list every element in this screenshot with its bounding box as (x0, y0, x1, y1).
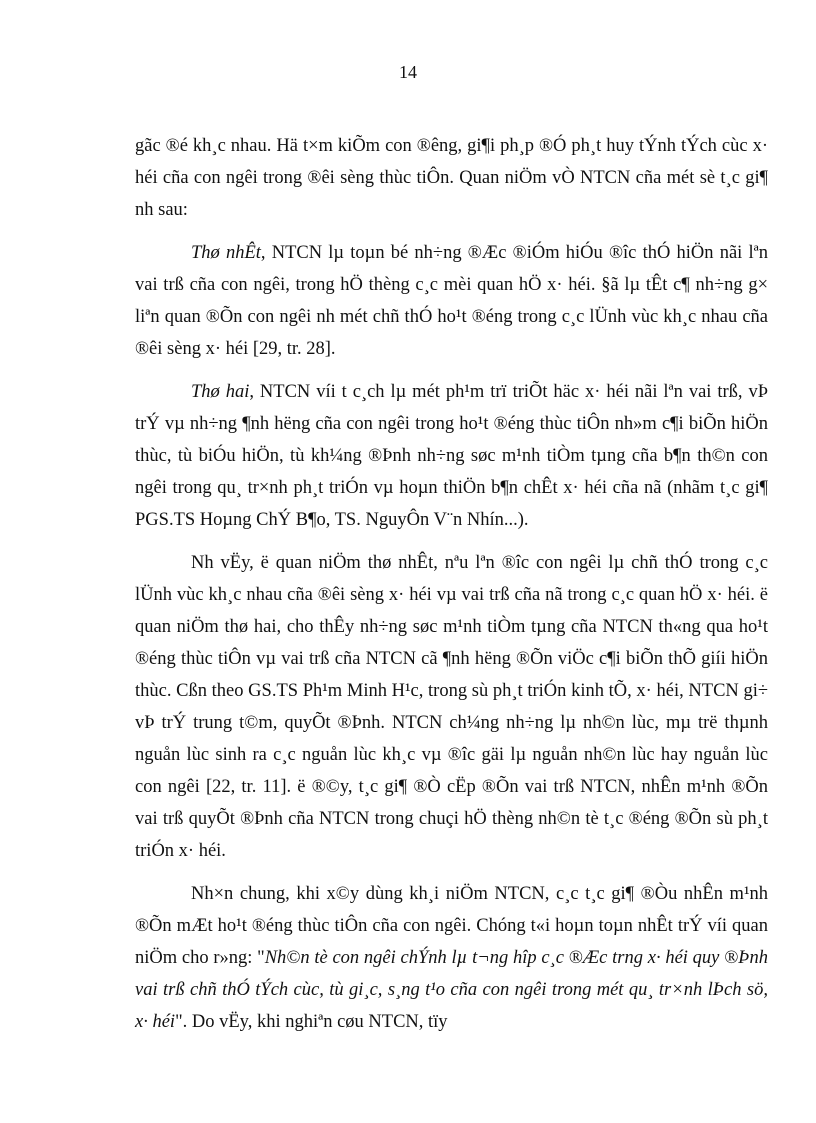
paragraph-4 (135, 547, 768, 867)
paragraph-3 (135, 376, 768, 536)
paragraph-2 (135, 237, 768, 365)
paragraph-5-quote: Nh©n tè con ngêi chÝnh lµ t¬ng hîp c¸c ®Æc trng x· héi quy ®Þnh vai trß chñ thÓ tÝch cùc, tù gi¸c, s¸ng t¹o cña con ngêi trong mét qu¸ tr×nh lÞch sö, x· héi (135, 948, 768, 1032)
body-text (135, 130, 768, 1049)
paragraph-5-text: Nh×n chung, khi x©y dùng kh¸i niÖm NTCN, c¸c t¸c gi¶ ®Òu nhÊn m¹nh ®Õn mÆt ho¹t ®éng thùc tiÔn cña con ngêi. Chóng t«i hoµn toµn nhÊt trÝ víi quan niÖm cho r»ng: " (135, 884, 768, 968)
paragraph-1-text: gãc ®é kh¸c nhau. Hä t×m kiÕm con ®êng, gi¶i ph¸p ®Ó ph¸t huy tÝnh tÝch cùc x· héi cña con ngêi trong ®êi sèng thùc tiÔn. Quan niÖm vÒ NTCN cña mét sè t¸c gi¶ nh sau: (135, 136, 768, 220)
page-number: 14 (399, 62, 417, 82)
paragraph-5-tail: ". Do vËy, khi nghiªn cøu NTCN, tïy (175, 1012, 448, 1032)
paragraph-1 (135, 130, 768, 226)
paragraph-2-text: , NTCN lµ toµn bé nh÷ng ®Æc ®iÓm hiÓu ®îc thÓ hiÖn nãi lªn vai trß cña con ngêi, trong hÖ thèng c¸c mèi quan hÖ x· héi. §ã lµ tÊt c¶ nh÷ng g× liªn quan ®Õn con ngêi nh mét chñ thÓ ho¹t ®éng trong c¸c lÜnh vùc kh¸c nhau cña ®êi sèng x· héi [29, tr. 28]. (135, 243, 768, 359)
paragraph-4-text: Nh vËy, ë quan niÖm thø nhÊt, nªu lªn ®îc con ngêi lµ chñ thÓ trong c¸c lÜnh vùc kh¸c nhau cña ®êi sèng x· héi vµ vai trß cña nã trong c¸c quan hÖ x· héi. ë quan niÖm thø hai, cho thÊy nh÷ng søc m¹nh tiÒm tµng cña NTCN th«ng qua ho¹t ®éng thùc tiÔn vµ vai trß cña NTCN cã ¶nh hëng ®Õn viÖc c¶i biÕn thÕ giíi hiÖn thùc. Cßn theo GS.TS Ph¹m Minh H¹c, trong sù ph¸t triÓn kinh tÕ, x· héi, NTCN gi÷ vÞ trÝ trung t©m, quyÕt ®Þnh. NTCN ch¼ng nh÷ng lµ nh©n lùc, mµ trë thµnh nguån lùc sinh ra c¸c nguån lùc kh¸c vµ ®îc gäi lµ nguån nh©n lùc hay nguån lùc con ngêi [22, tr. 11]. ë ®©y, t¸c gi¶ ®Ò cËp ®Õn vai trß NTCN, nhÊn m¹nh ®Õn vai trß quyÕt ®Þnh cña NTCN trong chuçi hÖ thèng nh©n tè t¸c ®éng ®Õn sù ph¸t triÓn x· héi. (135, 553, 768, 861)
paragraph-2-lead: Thø nhÊt (191, 243, 261, 263)
paragraph-3-lead: Thø hai (191, 382, 250, 402)
paragraph-3-text: , NTCN víi t c¸ch lµ mét ph¹m trï triÕt häc x· héi nãi lªn vai trß, vÞ trÝ vµ nh÷ng ¶nh hëng cña con ngêi trong ho¹t ®éng thùc tiÔn nh»m c¶i biÕn hiÖn thùc, tù biÓu hiÖn, tù kh¼ng ®Þnh nh÷ng søc m¹nh tiÒm tµng cña b¶n th©n con ngêi trong qu¸ tr×nh ph¸t triÓn vµ hoµn thiÖn b¶n chÊt x· héi cña nã (nhãm t¸c gi¶ PGS.TS Hoµng ChÝ B¶o, TS. NguyÔn V¨n Nhín...). (135, 382, 768, 530)
paragraph-5 (135, 878, 768, 1038)
